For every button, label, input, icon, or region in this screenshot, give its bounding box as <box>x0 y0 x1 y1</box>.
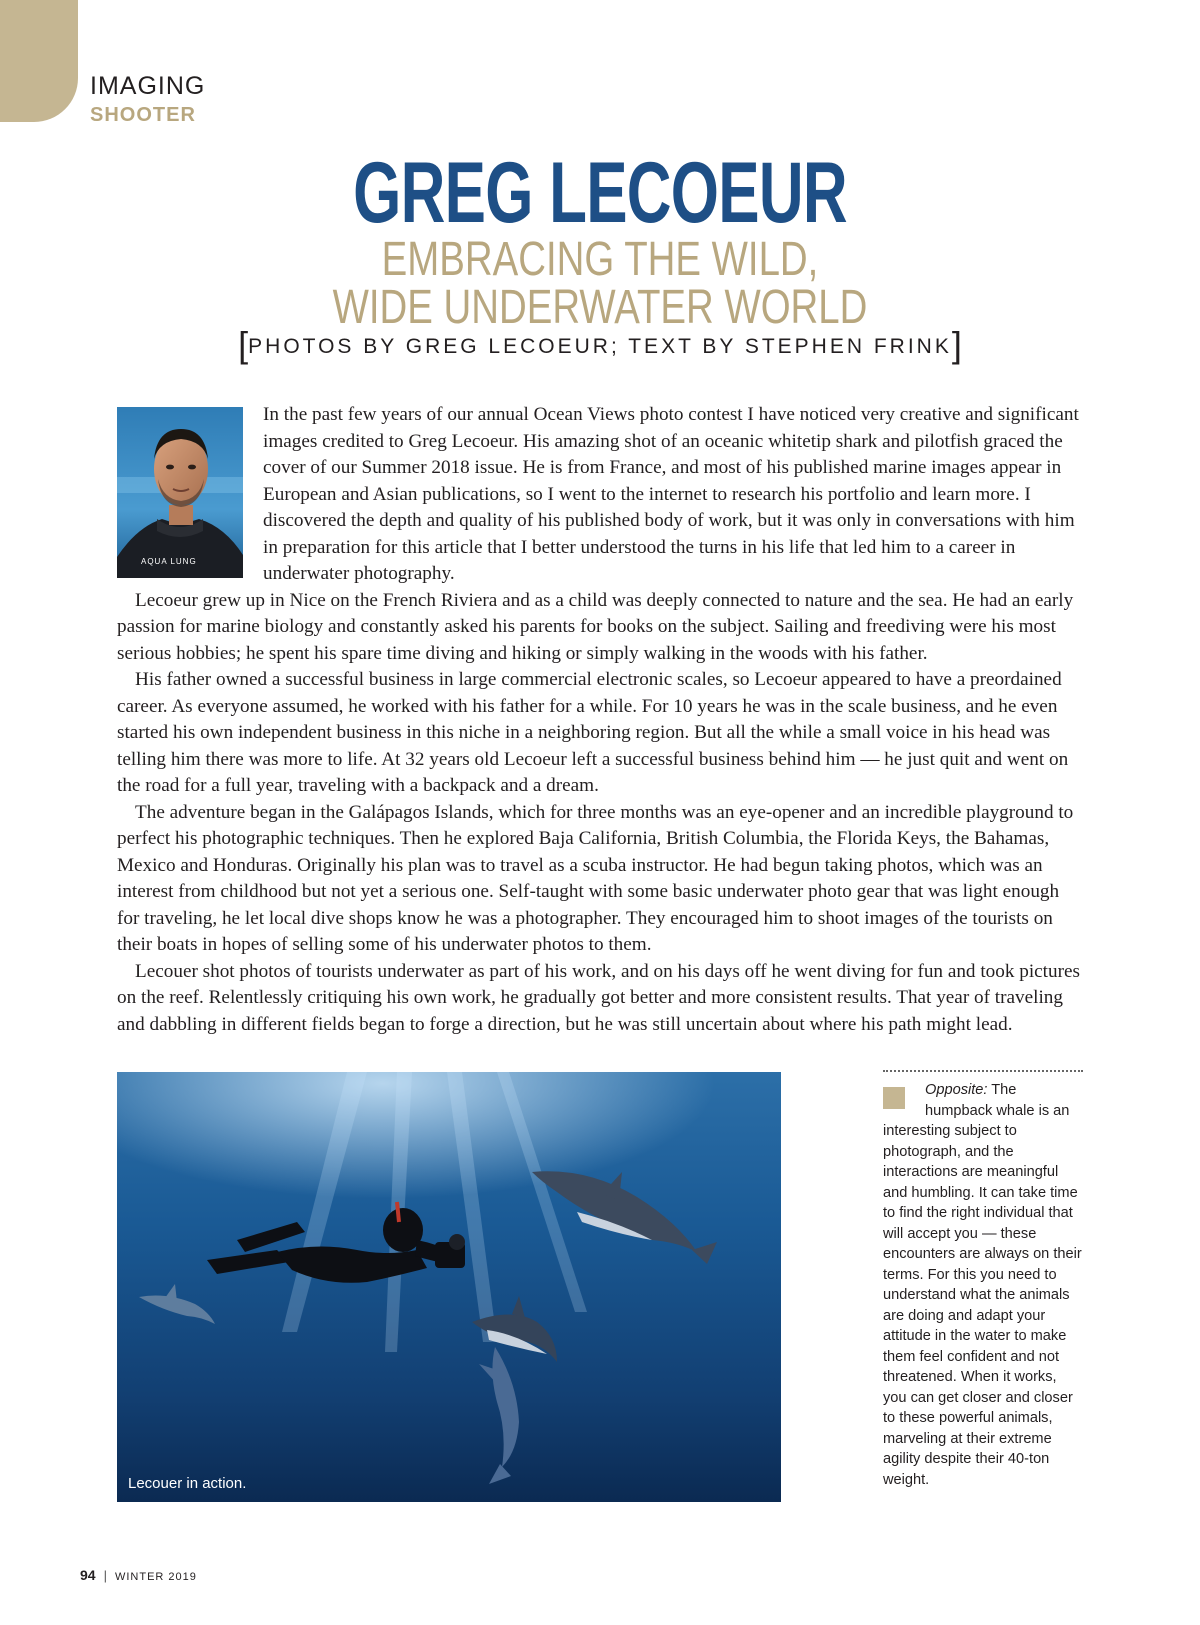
credit-bracket-close: ] <box>951 324 962 365</box>
portrait-wrap-space <box>117 402 263 578</box>
sidebar-caption <box>883 1080 1083 1490</box>
credit-text: PHOTOS BY GREG LECOEUR; TEXT BY STEPHEN FRINK <box>248 335 952 358</box>
article-title: GREG LECOEUR <box>353 145 847 241</box>
underwater-photo <box>117 1072 781 1502</box>
body-paragraph-5: Lecouer shot photos of tourists underwater as part of his work, and on his days off he went diving for fun and took pictures on the reef. Relentlessly critiquing his own work, he gradually got better and more consistent results. That year of traveling and dabbling in different fields began to forge a direction, but he was still uncertain about where his path might lead. <box>117 960 1080 1035</box>
caption-lead: Opposite: <box>925 1082 988 1098</box>
article-subtitle <box>120 233 1080 334</box>
issue-label: WINTER 2019 <box>114 1571 197 1583</box>
section-label: IMAGING <box>90 72 206 100</box>
caption-body: The humpback whale is an interesting subject to photograph, and the interactions are meaningful and humbling. It can take time to find the right individual that will accept you — these encounters are always on their terms. For this you need to understand what the animals are doing and adapt your attitude in the water to make them feel confident and not threatened. When it works, you can get closer and closer to these powerful animals, marveling at their extreme agility despite their 40-ton weight. <box>883 1082 1082 1488</box>
photo-caption: Lecouer in action. <box>128 1475 247 1492</box>
section-tab <box>0 0 78 122</box>
credit-bracket-open: [ <box>238 324 249 365</box>
body-paragraph-4: The adventure began in the Galápagos Islands, which for three months was an eye-opener and an incredible playground to perfect his photographic techniques. Then he explored Baja California, British Columbia, the Florida Keys, the Bahamas, Mexico and Honduras. Originally his plan was to travel as a scuba instructor. He had begun taking photos, which was an interest from childhood but not yet a serious one. Self-taught with some basic underwater photo gear that was light enough for traveling, he let local dive shops know he was a photographer. They encouraged him to shoot images of the tourists on their boats in hopes of selling some of his underwater photos to them. <box>117 801 1074 955</box>
photo-dolphins-diver <box>117 1072 781 1502</box>
footer-separator: | <box>103 1568 107 1583</box>
subtitle-line-1: EMBRACING THE WILD, <box>381 233 819 286</box>
page-footer <box>80 1567 197 1583</box>
subtitle-line-2: WIDE UNDERWATER WORLD <box>332 281 868 334</box>
body-paragraph-3: His father owned a successful business in large commercial electronic scales, so Lecoeur appeared to have a preordained career. As everyone assumed, he worked with his father for a while. For 10 years he was in the scale business, and he even started his own independent business in this niche in a neighboring region. But all the while a small voice in his head was telling him there was more to life. At 32 years old Lecoeur left a successful business behind him — he just quit and went on the road for a full year, traveling with a backpack and a dream. <box>117 669 1069 796</box>
body-paragraph-2: Lecoeur grew up in Nice on the French Riviera and as a child was deeply connected to nature and the sea. He had an early passion for marine biology and constantly asked his parents for books on the subject. Sailing and freediving were his most serious hobbies; he spent his spare time diving and hiking or simply walking in the woods with his father. <box>117 589 1074 664</box>
section-sublabel: SHOOTER <box>90 104 196 126</box>
caption-indent-space <box>883 1080 925 1114</box>
caption-divider <box>883 1070 1083 1072</box>
article-body <box>117 402 1082 1038</box>
body-paragraph-1: In the past few years of our annual Ocean Views photo contest I have noticed very creative and significant images credited to Greg Lecoeur. His amazing shot of an oceanic whitetip shark and pilotfish graced the cover of our Summer 2018 issue. He is from France, and most of his published marine images appear in European and Asian publications, so I went to the internet to research his portfolio and learn more. I discovered the depth and quality of his published body of work, but it was only in conversations with him in preparation for this article that I better understood the turns in his life that led him to a career in underwater photography. <box>263 404 1079 584</box>
page-number: 94 <box>80 1567 96 1583</box>
photo-text-credit <box>0 324 1200 365</box>
portrait-logo: AQUA LUNG <box>141 557 197 566</box>
